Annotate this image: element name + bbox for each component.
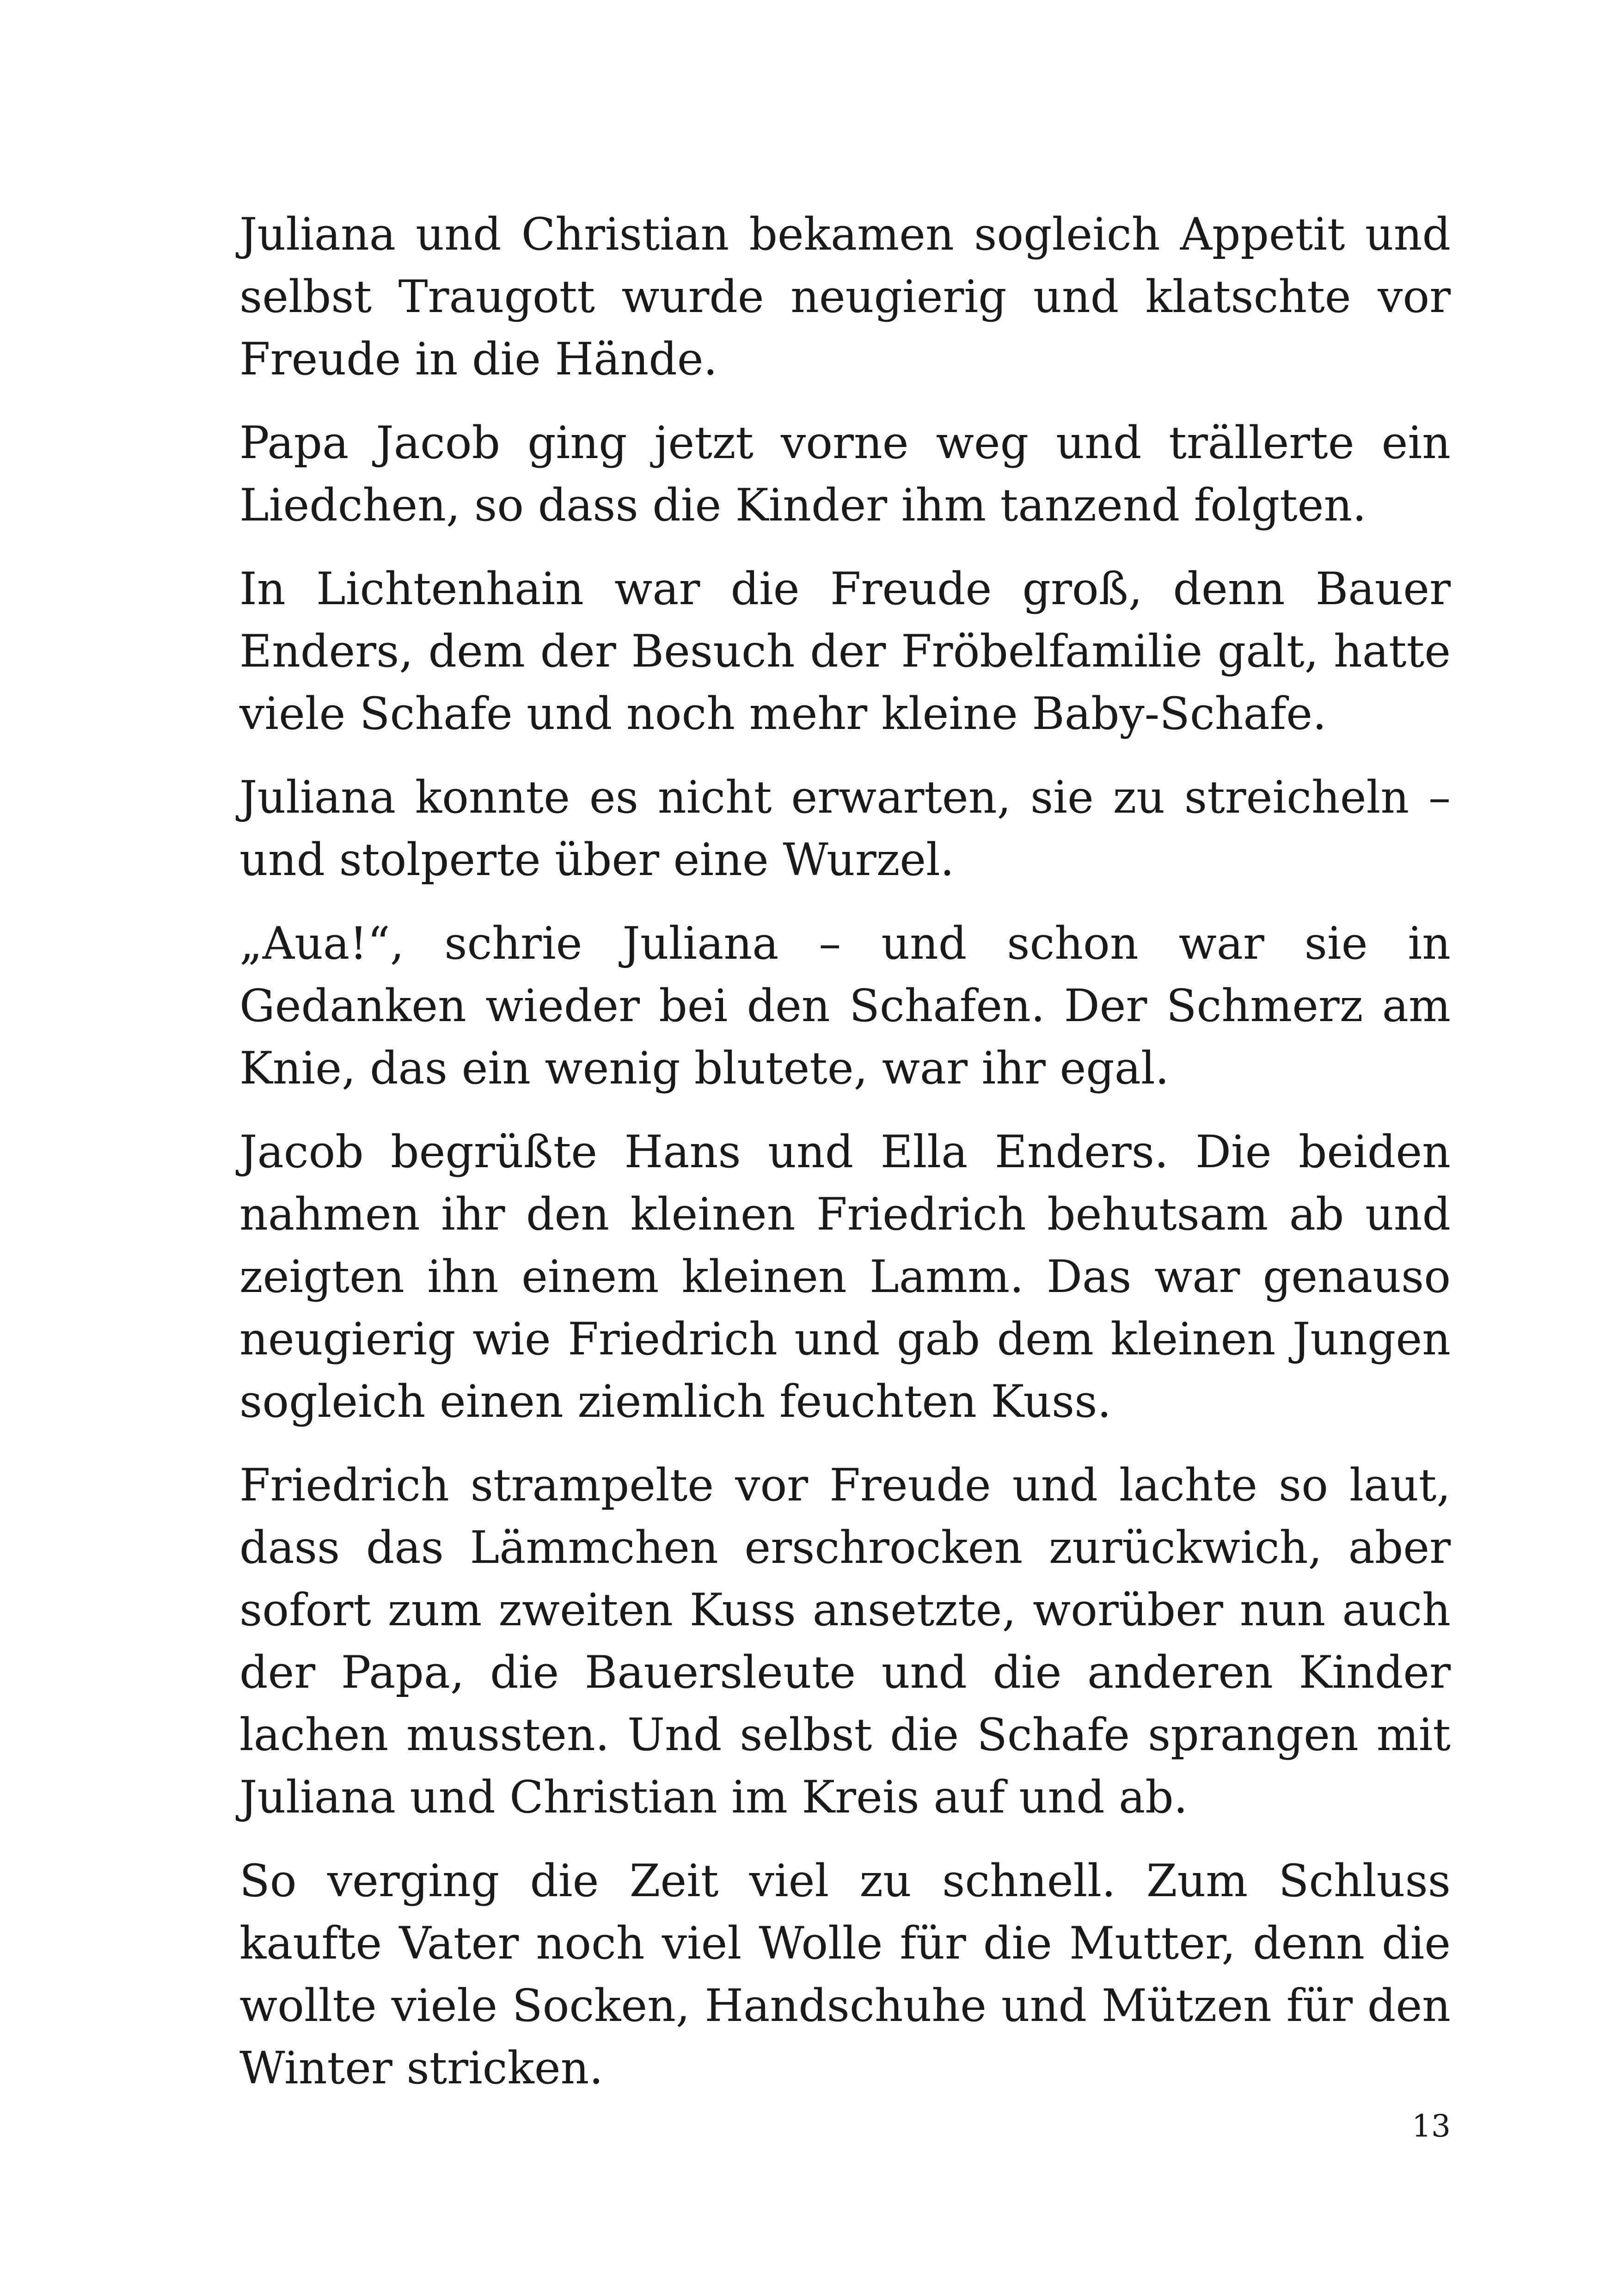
paragraph-7: Friedrich strampelte vor Freude und lachte so laut, dass das Lämmchen erschrocken zurückwich, aber sofort zum zweiten Kuss ansetzte, worüber nun auch der Papa, die Bauersleute und die anderen Kinder lachen mussten. Und selbst die Schafe sprangen mit Juliana und Christian im Kreis auf und ab. <box>239 1459 1451 1823</box>
paragraph-4: Juliana konnte es nicht erwarten, sie zu streicheln – und stolperte über eine Wurzel. <box>239 771 1451 886</box>
paragraph-6: Jacob begrüßte Hans und Ella Enders. Die beiden nahmen ihr den kleinen Friedrich behutsam ab und zeigten ihn einem kleinen Lamm. Das war genauso neugierig wie Friedrich und gab dem kleinen Jungen sogleich einen ziemlich feuchten Kuss. <box>239 1126 1451 1427</box>
body-text <box>239 203 1451 2100</box>
paragraph-5: „Aua!“, schrie Juliana – und schon war sie in Gedanken wieder bei den Schafen. Der Schmerz am Knie, das ein wenig blutete, war ihr egal. <box>239 918 1451 1094</box>
paragraph-1: Juliana und Christian bekamen sogleich Appetit und selbst Traugott wurde neugierig und klatschte vor Freude in die Hände. <box>239 208 1451 385</box>
paragraph-8: So verging die Zeit viel zu schnell. Zum Schluss kaufte Vater noch viel Wolle für die Mutter, denn die wollte viele Socken, Handschuhe und Mützen für den Winter stricken. <box>239 1855 1451 2094</box>
paragraph-3: In Lichtenhain war die Freude groß, denn Bauer Enders, dem der Besuch der Fröbelfamilie galt, hatte viele Schafe und noch mehr kleine Baby-Schafe. <box>239 563 1451 740</box>
paragraph-2: Papa Jacob ging jetzt vorne weg und trällerte ein Liedchen, so dass die Kinder ihm tanzend folgten. <box>239 417 1451 531</box>
page-number: 13 <box>1412 2108 1451 2144</box>
